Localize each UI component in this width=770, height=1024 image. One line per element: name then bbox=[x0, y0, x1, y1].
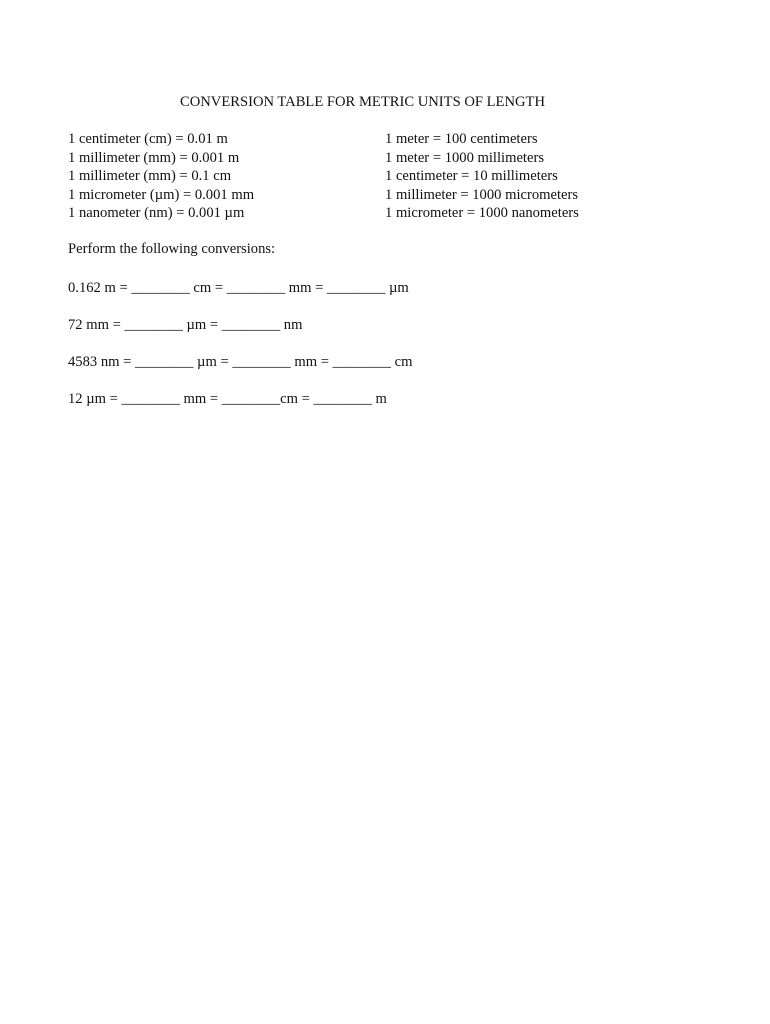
conversion-fact: 1 nanometer (nm) = 0.001 µm bbox=[68, 205, 245, 222]
conversion-fact: 1 centimeter (cm) = 0.01 m bbox=[68, 131, 228, 147]
conversion-table-left-column bbox=[68, 130, 254, 223]
conversion-fact: 1 millimeter (mm) = 0.001 m bbox=[68, 149, 240, 166]
conversion-fact: 1 meter = 100 centimeters bbox=[385, 131, 538, 147]
conversion-table-right-column bbox=[385, 130, 579, 223]
conversion-fact: 1 millimeter = 1000 micrometers bbox=[385, 186, 579, 203]
conversion-problem: 72 mm = ________ µm = ________ nm bbox=[68, 317, 303, 333]
instruction-text: Perform the following conversions: bbox=[68, 241, 276, 257]
conversion-problem: 4583 nm = ________ µm = ________ mm = ________ cm bbox=[68, 354, 413, 370]
conversion-fact: 1 micrometer = 1000 nanometers bbox=[385, 205, 579, 222]
page-title: CONVERSION TABLE FOR METRIC UNITS OF LENGTH bbox=[179, 94, 546, 110]
conversion-problem: 0.162 m = ________ cm = ________ mm = ________ µm bbox=[68, 280, 409, 296]
conversion-fact: 1 centimeter = 10 millimeters bbox=[385, 168, 558, 185]
conversion-problem: 12 µm = ________ mm = ________cm = ________ m bbox=[68, 391, 387, 407]
conversion-fact: 1 meter = 1000 millimeters bbox=[385, 149, 544, 166]
conversion-fact: 1 micrometer (µm) = 0.001 mm bbox=[68, 186, 255, 203]
conversion-fact: 1 millimeter (mm) = 0.1 cm bbox=[68, 168, 232, 185]
